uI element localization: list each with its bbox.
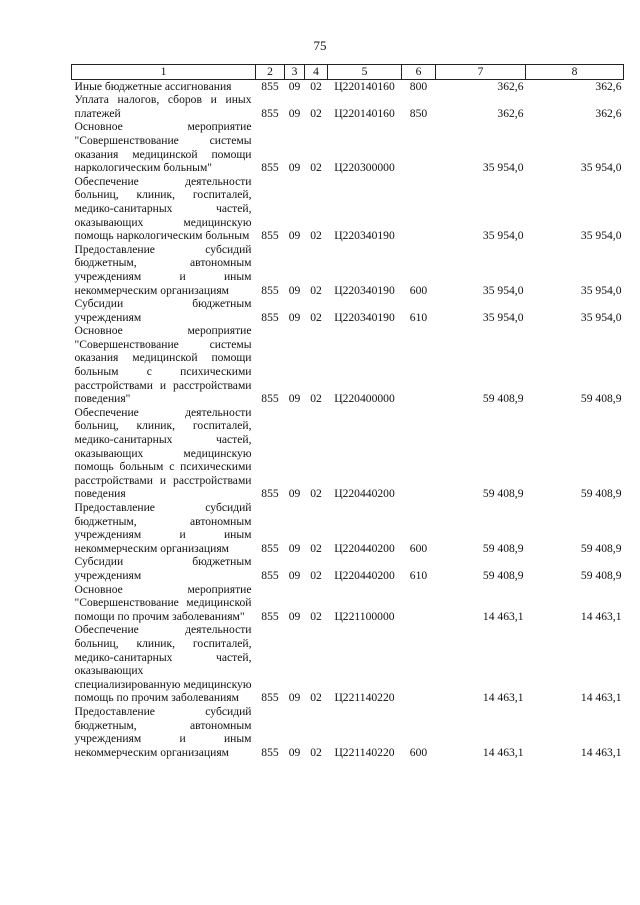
row-value-cell: 35 954,0 bbox=[482, 229, 524, 243]
row-value-cell: 02 bbox=[310, 283, 322, 297]
table-row bbox=[72, 705, 624, 759]
table-row bbox=[72, 623, 624, 705]
row-value-cell: 14 463,1 bbox=[482, 609, 524, 623]
row-value-cell: 02 bbox=[310, 79, 322, 93]
row-value-cell: 800 bbox=[409, 79, 428, 93]
row-value-cell: 14 463,1 bbox=[482, 745, 524, 759]
table-row bbox=[72, 175, 624, 243]
row-value-cell: 610 bbox=[409, 568, 428, 582]
row-value-cell: 09 bbox=[288, 609, 301, 623]
column-header: 8 bbox=[526, 65, 624, 80]
row-value-cell: Ц220140160 bbox=[334, 106, 395, 120]
row-value-cell: 855 bbox=[261, 283, 279, 297]
row-value-cell: 09 bbox=[288, 283, 301, 297]
row-value-cell: 09 bbox=[288, 392, 301, 406]
row-value-cell: 855 bbox=[261, 691, 279, 705]
row-value-cell: 59 408,9 bbox=[580, 487, 622, 501]
row-value-cell bbox=[402, 120, 436, 174]
table-header-row bbox=[72, 65, 624, 80]
page-number: 75 bbox=[313, 38, 327, 53]
row-value-cell: 09 bbox=[288, 541, 301, 555]
row-value-cell: 59 408,9 bbox=[580, 568, 622, 582]
row-value-cell bbox=[402, 406, 436, 501]
row-value-cell: 09 bbox=[288, 106, 301, 120]
row-value-cell: 09 bbox=[288, 568, 301, 582]
row-value-cell: 02 bbox=[310, 161, 322, 175]
row-value-cell: 02 bbox=[310, 310, 322, 324]
row-value-cell: Ц220400000 bbox=[334, 392, 395, 406]
row-value-cell: 02 bbox=[310, 106, 322, 120]
column-header: 2 bbox=[256, 65, 285, 80]
row-value-cell: 362,6 bbox=[497, 79, 524, 93]
row-value-cell: 35 954,0 bbox=[482, 161, 524, 175]
row-name-cell: Основное мероприятие "Совершенствование системы оказания медицинской помощи больным с психическими расстройствами и расстройствами поведения" bbox=[74, 324, 252, 406]
row-value-cell bbox=[402, 324, 436, 406]
row-value-cell: 855 bbox=[261, 229, 279, 243]
table-row bbox=[72, 297, 624, 324]
row-name-cell: Основное мероприятие "Совершенствование системы оказания медицинской помощи наркологическим больным" bbox=[74, 120, 252, 175]
row-value-cell: Ц221100000 bbox=[334, 609, 395, 623]
row-value-cell: Ц220440200 bbox=[334, 487, 395, 501]
table-row bbox=[72, 120, 624, 174]
column-header: 7 bbox=[436, 65, 526, 80]
row-value-cell: 59 408,9 bbox=[580, 541, 622, 555]
row-value-cell: 35 954,0 bbox=[580, 229, 622, 243]
row-value-cell: 09 bbox=[288, 691, 301, 705]
row-value-cell bbox=[402, 175, 436, 243]
row-value-cell: Ц220440200 bbox=[334, 541, 395, 555]
row-value-cell: Ц220340190 bbox=[334, 229, 395, 243]
row-value-cell: 855 bbox=[261, 745, 279, 759]
row-value-cell: 35 954,0 bbox=[580, 283, 622, 297]
column-header: 4 bbox=[305, 65, 328, 80]
row-value-cell: 59 408,9 bbox=[482, 392, 524, 406]
row-value-cell: 362,6 bbox=[595, 79, 622, 93]
row-value-cell: Ц221140220 bbox=[334, 691, 395, 705]
row-value-cell bbox=[402, 623, 436, 705]
row-value-cell: 855 bbox=[261, 161, 279, 175]
column-header: 3 bbox=[285, 65, 305, 80]
row-value-cell: 02 bbox=[310, 691, 322, 705]
row-value-cell: 09 bbox=[288, 310, 301, 324]
table-row bbox=[72, 501, 624, 555]
row-value-cell: 09 bbox=[288, 487, 301, 501]
row-value-cell: 02 bbox=[310, 487, 322, 501]
row-value-cell: 855 bbox=[261, 541, 279, 555]
row-value-cell: Ц220340190 bbox=[334, 283, 395, 297]
row-value-cell: 14 463,1 bbox=[482, 691, 524, 705]
row-name-cell: Субсидии бюджетным учреждениям bbox=[74, 555, 252, 582]
row-value-cell: 850 bbox=[409, 106, 428, 120]
row-value-cell: 02 bbox=[310, 541, 322, 555]
row-name-cell: Предоставление субсидий бюджетным, автономным учреждениям и иным некоммерческим организациям bbox=[74, 242, 252, 297]
row-value-cell: 59 408,9 bbox=[482, 568, 524, 582]
budget-table bbox=[71, 64, 624, 759]
row-value-cell: 14 463,1 bbox=[580, 691, 622, 705]
row-value-cell: Ц220140160 bbox=[334, 79, 395, 93]
column-header: 1 bbox=[72, 65, 256, 80]
row-name-cell: Иные бюджетные ассигнования bbox=[74, 79, 232, 93]
column-header: 6 bbox=[402, 65, 436, 80]
row-value-cell: 02 bbox=[310, 392, 322, 406]
row-value-cell: 855 bbox=[261, 79, 279, 93]
row-value-cell: 600 bbox=[409, 541, 428, 555]
row-value-cell: 09 bbox=[288, 229, 301, 243]
table-row bbox=[72, 406, 624, 501]
row-value-cell: 14 463,1 bbox=[580, 609, 622, 623]
row-name-cell: Обеспечение деятельности больниц, клиник, госпиталей, медико-санитарных частей, оказывающих специализированную медицинскую помощь по прочим заболеваниям bbox=[74, 623, 252, 705]
row-name-cell: Субсидии бюджетным учреждениям bbox=[74, 297, 252, 324]
table-row bbox=[72, 583, 624, 624]
row-value-cell: 02 bbox=[310, 745, 322, 759]
row-value-cell: 02 bbox=[310, 609, 322, 623]
row-value-cell: 855 bbox=[261, 487, 279, 501]
row-value-cell: 59 408,9 bbox=[482, 541, 524, 555]
table-row bbox=[72, 555, 624, 582]
row-value-cell: Ц221140220 bbox=[334, 745, 395, 759]
row-value-cell: Ц220300000 bbox=[334, 161, 395, 175]
row-name-cell: Предоставление субсидий бюджетным, автономным учреждениям и иным некоммерческим организациям bbox=[74, 501, 252, 555]
row-value-cell: 35 954,0 bbox=[482, 310, 524, 324]
table-row bbox=[72, 79, 624, 93]
row-value-cell: 35 954,0 bbox=[482, 283, 524, 297]
table-row bbox=[72, 93, 624, 120]
row-value-cell: 600 bbox=[409, 745, 428, 759]
row-value-cell: 362,6 bbox=[497, 106, 524, 120]
row-value-cell: 02 bbox=[310, 568, 322, 582]
row-value-cell: 855 bbox=[261, 609, 279, 623]
row-value-cell: 855 bbox=[261, 392, 279, 406]
row-value-cell: Ц220340190 bbox=[334, 310, 395, 324]
row-name-cell: Основное мероприятие "Совершенствование медицинской помощи по прочим заболеваниям" bbox=[74, 582, 252, 623]
column-header: 5 bbox=[328, 65, 402, 80]
row-value-cell: 362,6 bbox=[595, 106, 622, 120]
row-value-cell: 855 bbox=[261, 310, 279, 324]
table-row bbox=[72, 324, 624, 406]
row-value-cell: Ц220440200 bbox=[334, 568, 395, 582]
row-value-cell bbox=[402, 583, 436, 624]
row-value-cell: 600 bbox=[409, 283, 428, 297]
row-name-cell: Обеспечение деятельности больниц, клиник, госпиталей, медико-санитарных частей, оказывающих медицинскую помощь наркологическим больным bbox=[74, 174, 252, 243]
row-name-cell: Предоставление субсидий бюджетным, автономным учреждениям и иным некоммерческим организациям bbox=[74, 704, 252, 759]
row-value-cell: 610 bbox=[409, 310, 428, 324]
row-value-cell: 09 bbox=[288, 745, 301, 759]
row-value-cell: 855 bbox=[261, 106, 279, 120]
row-value-cell: 59 408,9 bbox=[580, 392, 622, 406]
row-name-cell: Обеспечение деятельности больниц, клиник, госпиталей, медико-санитарных частей, оказывающих медицинскую помощь больным с психическими расстройствами и расстройствами поведения bbox=[74, 405, 252, 501]
row-value-cell: 02 bbox=[310, 229, 322, 243]
row-value-cell: 14 463,1 bbox=[580, 745, 622, 759]
table-row bbox=[72, 243, 624, 297]
row-name-cell: Уплата налогов, сборов и иных платежей bbox=[74, 93, 252, 120]
row-value-cell: 35 954,0 bbox=[580, 161, 622, 175]
row-value-cell: 855 bbox=[261, 568, 279, 582]
row-value-cell: 59 408,9 bbox=[482, 487, 524, 501]
row-value-cell: 35 954,0 bbox=[580, 310, 622, 324]
row-value-cell: 09 bbox=[288, 161, 301, 175]
row-value-cell: 09 bbox=[288, 79, 301, 93]
